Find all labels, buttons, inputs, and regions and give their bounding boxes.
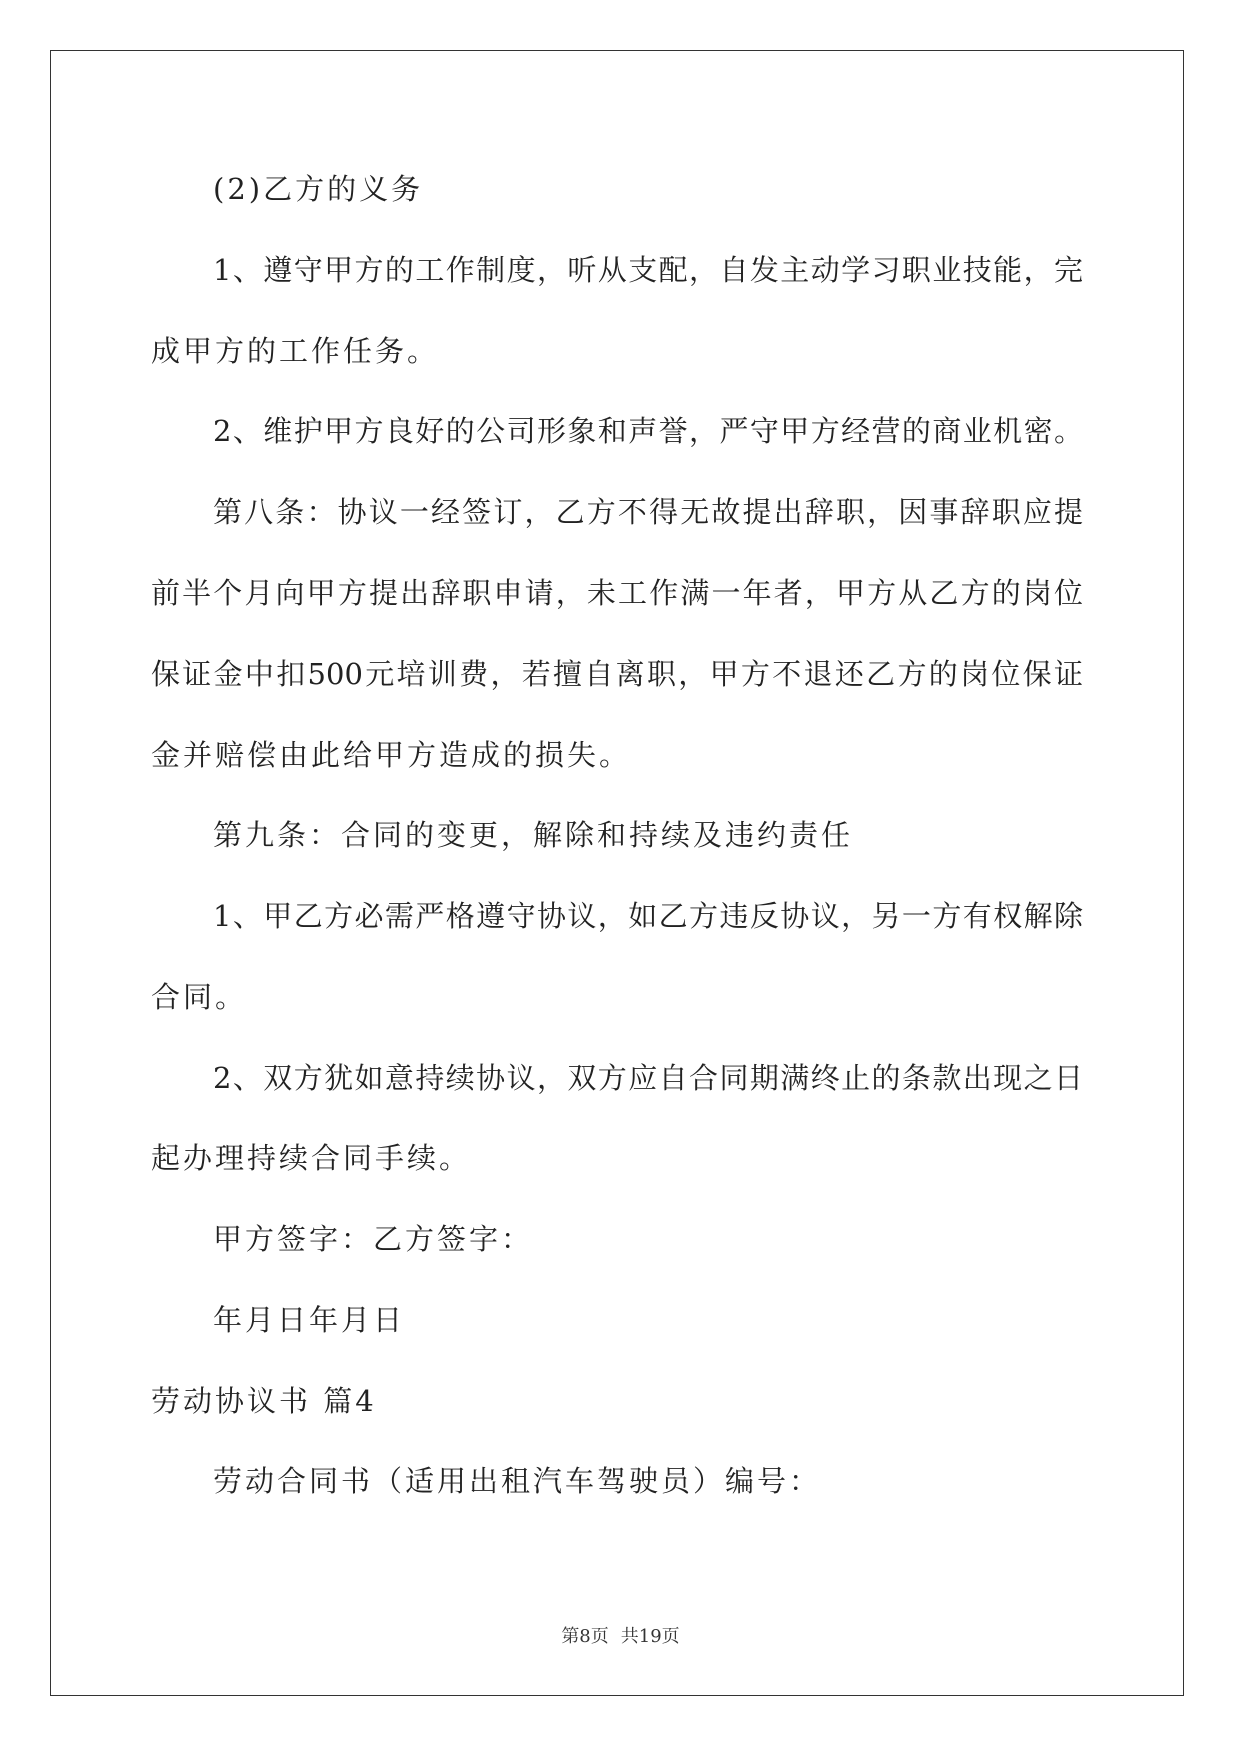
page-number-total: 共19页 [620, 1626, 680, 1647]
paragraph-line: 2、双方犹如意持续协议，双方应自合同期满终止的条款出现之日 [213, 1061, 1083, 1095]
paragraph-line: 2、维护甲方良好的公司形象和声誉，严守甲方经营的商业机密。 [213, 414, 1083, 448]
page-border [50, 50, 1184, 1696]
paragraph-line: 第八条：协议一经签订，乙方不得无故提出辞职，因事辞职应提 [213, 495, 1083, 529]
page-footer [0, 1622, 1241, 1648]
paragraph-line: 1、甲乙方必需严格遵守协议，如乙方违反协议，另一方有权解除 [213, 899, 1083, 933]
paragraph-line: 保证金中扣500元培训费，若擅自离职，甲方不退还乙方的岗位保证 [151, 657, 1083, 691]
article-heading-nine: 第九条：合同的变更，解除和持续及违约责任 [213, 818, 854, 852]
signature-line: 甲方签字：乙方签字： [213, 1222, 534, 1256]
section-title: 劳动协议书 篇4 [151, 1384, 377, 1418]
paragraph-line: 起办理持续合同手续。 [151, 1141, 472, 1175]
date-line: 年月日年月日 [213, 1303, 406, 1337]
paragraph-line: 合同。 [151, 980, 248, 1014]
paragraph-line: 金并赔偿由此给甲方造成的损失。 [151, 738, 632, 772]
section-heading-party-b-duties: (2)乙方的义务 [213, 172, 424, 206]
contract-title-line: 劳动合同书（适用出租汽车驾驶员）编号： [213, 1464, 822, 1498]
paragraph-line: 1、遵守甲方的工作制度，听从支配，自发主动学习职业技能，完 [213, 253, 1083, 287]
paragraph-line: 前半个月向甲方提出辞职申请，未工作满一年者，甲方从乙方的岗位 [151, 576, 1083, 610]
paragraph-line: 成甲方的工作任务。 [151, 334, 440, 368]
page-number-current: 第8页 [561, 1626, 609, 1647]
